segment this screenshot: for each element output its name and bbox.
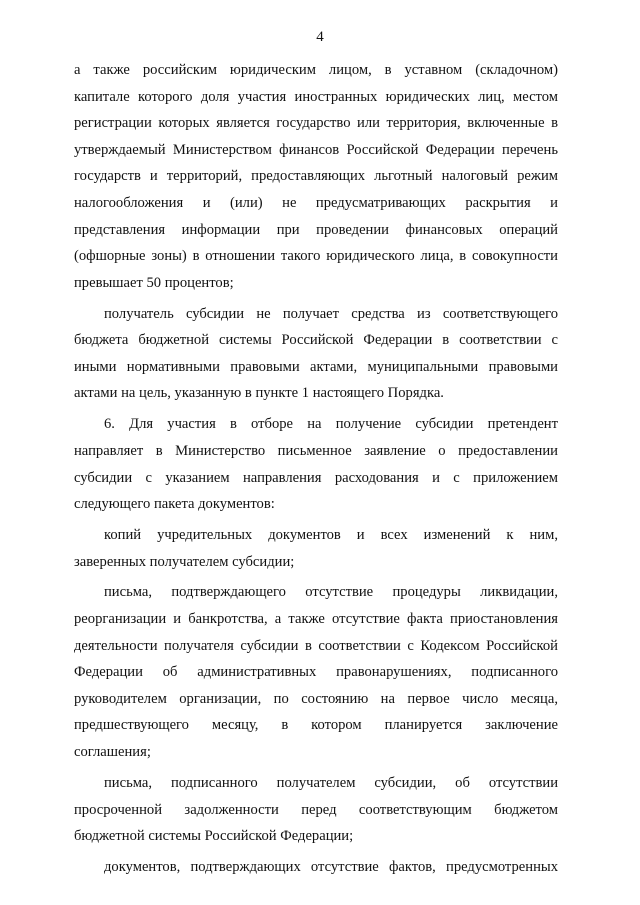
text-line: направляет в Министерство письменное заявление о предоставлении [74,442,558,459]
text-line: Федерации об административных правонарушениях, подписанного [74,664,558,681]
text-line: (офшорные зоны) в отношении такого юридического лица, в совокупности [74,248,558,265]
paragraph-item-6 [74,411,558,517]
text-line: следующего пакета документов: [74,496,275,513]
text-line: представления информации при проведении финансовых операций [74,221,558,238]
text-line: превышает 50 процентов; [74,274,234,291]
text-line: документов, подтверждающих отсутствие фактов, предусмотренных [104,859,558,875]
text-line: просроченной задолженности перед соответствующим бюджетом [74,801,558,818]
text-line: иными нормативными правовыми актами, муниципальными правовыми [74,358,558,375]
text-line: соглашения; [74,744,151,761]
paragraph-offshore [74,57,558,296]
paragraph-no-budget-funds [74,301,558,407]
document-body [74,57,558,885]
text-line: субсидии с указанием направления расходования и с приложением [74,469,558,486]
text-line: регистрации которых является государство или территория, включенные в [74,115,558,132]
text-line: заверенных получателем субсидии; [74,553,295,570]
paragraph-liquidation-letter [74,579,558,765]
page-number: 4 [316,29,324,45]
text-line: утверждаемый Министерством финансов Российской Федерации перечень [74,141,558,158]
text-line: реорганизации и банкротства, а также отсутствие факта приостановления [74,611,558,628]
text-line: получатель субсидии не получает средства из соответствующего [104,305,558,322]
text-line: а также российским юридическим лицом, в уставном (складочном) [74,62,558,78]
text-line: актами на цель, указанную в пункте 1 настоящего Порядка. [74,385,444,402]
text-line: бюджетной системы Российской Федерации; [74,828,354,845]
text-line: письма, подписанного получателем субсидии, об отсутствии [104,774,558,791]
text-line: капитале которого доля участия иностранных юридических лиц, местом [74,88,558,105]
paragraph-documents-facts [74,854,558,881]
text-line: налогообложения и (или) не предусматривающих раскрытия и [74,194,558,211]
text-line: государств и территорий, предоставляющих льготный налоговый режим [74,168,558,185]
text-line: деятельности получателя субсидии в соответствии с Кодексом Российской [74,637,558,654]
text-line: 6. Для участия в отборе на получение субсидии претендент [104,416,558,433]
text-line: руководителем организации, по состоянию на первое число месяца, [74,690,558,707]
paragraph-founding-documents [74,522,558,575]
text-line: бюджета бюджетной системы Российской Федерации в соответствии с [74,332,558,349]
text-line: письма, подтверждающего отсутствие процедуры ликвидации, [104,584,558,601]
text-line: копий учредительных документов и всех изменений к ним, [104,526,558,543]
paragraph-debt-letter [74,770,558,850]
text-line: предшествующего месяцу, в котором планируется заключение [74,717,558,734]
